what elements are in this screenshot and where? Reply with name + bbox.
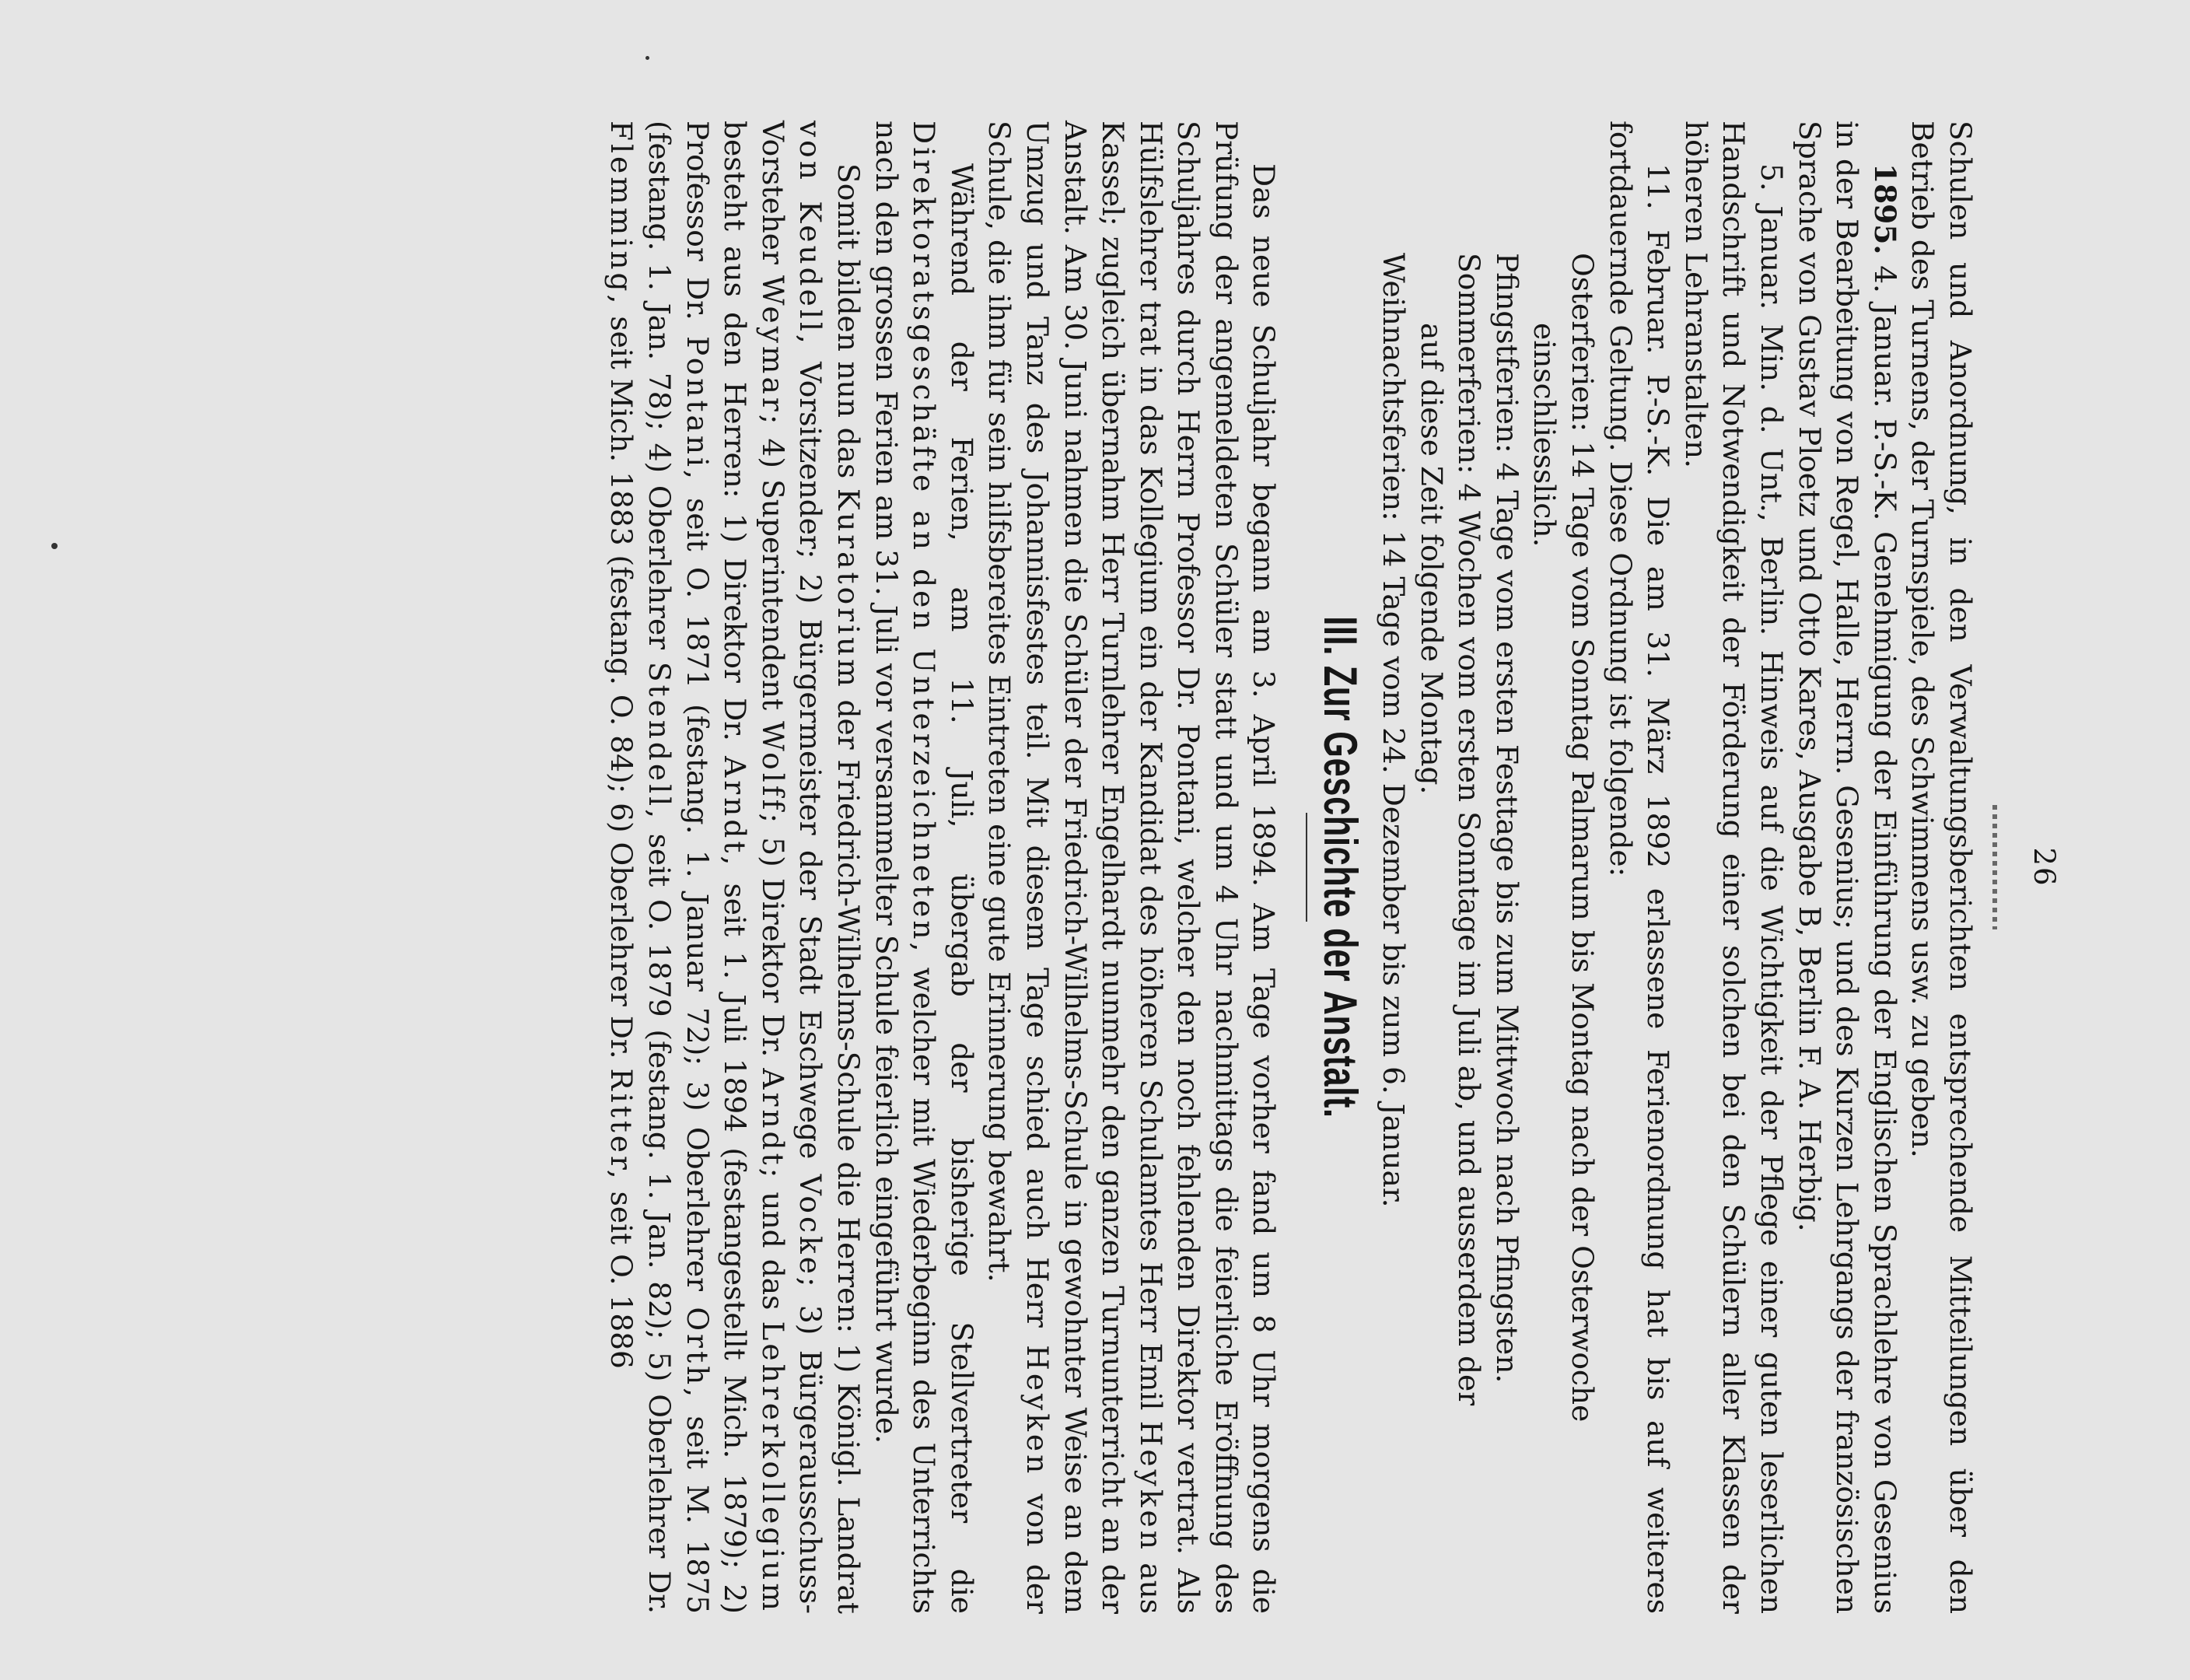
text-run: seit O. 1886 (604, 1181, 639, 1369)
paragraph-school-year-start (981, 121, 1283, 1614)
text-run: seit O. 1879 (festang. 1. Jan. 82); 5) Oberlehrer Dr. (642, 821, 677, 1614)
paragraph-director-handover (867, 121, 981, 1614)
holiday-oster: Osterferien: 14 Tage vom Sonntag Palmarum bis Montag nach der Osterwoche (1566, 253, 1601, 1423)
paragraph-sports-report: Schulen und Anordnung, in den Verwaltungsberichten entsprechende Mitteilungen über den Betrieb des Turnens, der Turnspiele, des Schwimmens usw. zu geben. (1905, 121, 1978, 1614)
text-run: von der Schule, die ihm für sein hilfsbereites Eintreten eine gute Erinnerung bewahrt. (982, 121, 1055, 1614)
ink-speck (645, 56, 649, 60)
holiday-pfingst: Pfingstferien: 4 Tage vom ersten Festtage bis zum Mittwoch nach Pfingsten. (1489, 253, 1524, 1384)
name-spaced: Ritter, (604, 1068, 639, 1182)
name-spaced: Heyken (1020, 1345, 1055, 1477)
text-run: Während der Ferien, am 11. Juli, übergab der bisherige Stellvertreter die (944, 163, 979, 1614)
paragraph-1895-januar-4 (1790, 121, 1904, 1614)
paragraph-februar-11: 11. Februar. P.-S.-K. Die am 31. März 1892 erlassene Ferienordnung hat bis auf weiteres fortdauernde Geltung. Diese Ordnung ist folgende: (1603, 121, 1676, 1614)
heading-rule (1307, 813, 1308, 922)
holiday-oster-continued: einschliesslich. (1527, 323, 1562, 548)
name-spaced: Arndt; (755, 1068, 790, 1181)
text-run: Vorsitzender; 2) Bürgermeister der Stadt Eschwege (793, 346, 828, 1174)
name-spaced: Orth, (680, 1307, 715, 1401)
holiday-schedule (1375, 121, 1602, 1614)
paragraph-text: 4. Januar. P.-S.-K. Genehmigung der Einführung der Englischen Sprachlehre von Gesenius in der Bearbeitung von Regel, Halle, Herrn. Gesenius; und des Kurzen Lehrgangs der französischen Sprache von Gustav Ploetz und Otto Kares, Ausgabe B, Berlin F. A. Herbig. (1792, 121, 1902, 1614)
text-run: Das neue Schuljahr begann am 3. April 1894. Am Tage vorher fand um 8 Uhr morgens die Prüfung der angemeldeten Schüler statt und um 4 Uhr nachmittags die feierliche Eröffnung des Schuljahres durch Herrn Professor Dr. Pontani, welcher den noch fehlenden Direktor vertrat. Als Hülfslehrer trat in das Kollegium ein der Kandidat des höheren Schulamtes Herr Emil (1133, 121, 1282, 1614)
text-run: seit O. 1871 (festang. 1. Januar 72); 3) Oberlehrer (680, 481, 715, 1307)
term-spaced: Direktoratsgeschäfte an den Unterzeichneten, (907, 121, 942, 955)
holiday-sommer: Sommerferien: 4 Wochen vom ersten Sonntage im Juli ab, und ausserdem der (1452, 253, 1487, 1406)
section-heading: III. Zur Geschichte der Anstalt. (1314, 616, 1367, 1118)
year-label: 1895. (1867, 163, 1902, 255)
text-run: Somit bilden nun das (831, 163, 866, 488)
text-run: seit Mich. 1883 (festang. O. 84); 6) Oberlehrer Dr. (604, 306, 639, 1069)
term-spaced: Kuratorium (831, 488, 866, 690)
text-run: 3) Bürgerausschuss-Vorsteher (755, 121, 828, 1615)
page-number-ornament (1992, 805, 1997, 929)
text-run: seit M. 1875 (festang. 1. Jan. 78); 4) Oberlehrer (642, 121, 715, 1614)
name-spaced: Wolff; (755, 721, 790, 827)
page-body (603, 121, 1979, 1614)
text-run: 4) Superintendent (755, 427, 790, 722)
text-run: 5) Direktor Dr. (755, 826, 790, 1069)
paragraph-januar-5: 5. Januar. Min. d. Unt., Berlin. Hinweis auf die Wichtigkeit der Pflege einer guten leserlichen Handschrift und Notwendigkeit der Förderung einer solchen bei den Schülern aller Klassen der höheren Lehranstalten. (1678, 121, 1789, 1614)
text-run: aus Kassel; zugleich übernahm Herr Turnlehrer Engelhardt nunmehr den ganzen Turnunterricht an der Anstalt. Am 30. Juni nahmen die Schüler der Friedrich-Wilhelms-Schule in gewohnter Weise an dem Umzug und Tanz des Johannisfestes teil. Mit diesem Tage schied auch Herr (1020, 121, 1168, 1614)
holiday-sommer-continued: auf diese Zeit folgende Montag. (1414, 323, 1449, 795)
name-spaced: Pontani, (680, 336, 715, 482)
text-run: seit 1. Juli 1894 (festangestellt Mich. 1879); 2) Professor Dr. (680, 121, 753, 1615)
rotated-printed-page (101, 121, 2061, 1614)
name-spaced: von Keudell, (793, 121, 828, 347)
name-spaced: Weymar; (755, 275, 790, 428)
ink-speck (51, 543, 58, 549)
name-spaced: Arndt, (718, 756, 753, 869)
text-run: welcher mit Wiederbeginn des Unterrichts nach den grossen Ferien am 31. Juli vor versammelter Schule feierlich eingeführt wurde. (869, 121, 942, 1614)
name-spaced: Heyken (1133, 1420, 1168, 1552)
page-number: 26 (2027, 847, 2061, 887)
paragraph-kuratorium-kollegium (603, 121, 867, 1614)
holiday-weihnacht: Weihnachtsferien: 14 Tage vom 24. Dezember bis zum 6. Januar. (1377, 253, 1412, 1208)
name-spaced: Vocke; (793, 1174, 828, 1290)
name-spaced: Stendell, (642, 661, 677, 822)
text-run: besteht aus den Herren: 1) Direktor Dr. (718, 121, 753, 757)
text-run: der Friedrich-Wilhelms-Schule die Herren: 1) Königl. Landrat (831, 689, 866, 1614)
term-spaced: Lehrerkollegium (755, 1321, 790, 1614)
text-run: und das (755, 1181, 790, 1321)
name-spaced: Flemming, (604, 121, 639, 307)
